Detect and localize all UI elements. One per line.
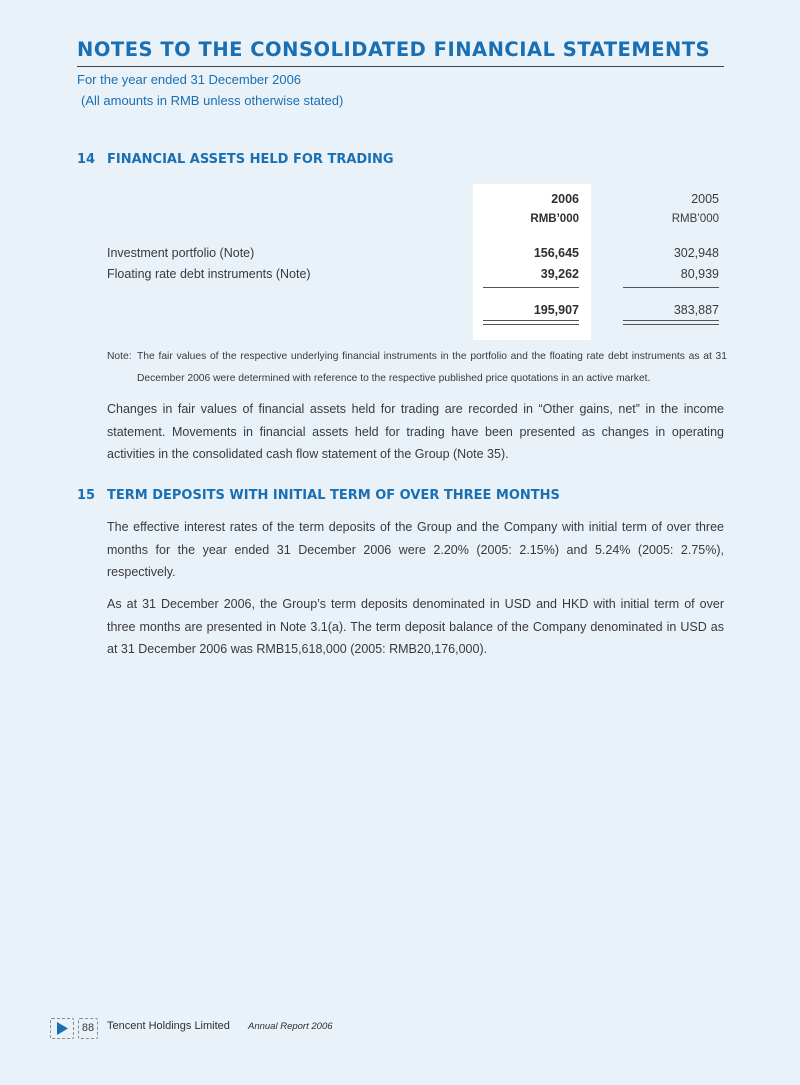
table-footnote [107,346,727,390]
note-text: The fair values of the respective underlying financial instruments in the portfolio and the floating rate debt instruments as at 31 December 2006 were determined with reference to the respective published price quotations in an active market. [137,351,727,384]
table-row-2005-value: 302,948 [673,246,719,260]
footer-company-name: Tencent Holdings Limited [107,1020,230,1032]
col-2005-year-header: 2005 [691,192,719,206]
table-row-2006-value: 156,645 [533,246,579,260]
section-14-heading [77,152,394,167]
section-14-paragraph: Changes in fair values of financial assets held for trading are recorded in “Other gains, net” in the income statement. Movements in financial assets held for trading have been presented as changes in operating activities in the consolidated cash flow statement of the Group (Note 35). [107,402,724,461]
currency-subtitle: (All amounts in RMB unless otherwise stated) [81,93,344,108]
section-14-title: FINANCIAL ASSETS HELD FOR TRADING [107,152,394,167]
table-row-2005-value: 80,939 [680,267,719,281]
footer-report-name: Annual Report 2006 [248,1021,333,1032]
table-row-label: Investment portfolio (Note) [107,246,255,260]
section-15-heading [77,488,560,503]
table-row-label: Floating rate debt instruments (Note) [107,267,311,281]
header-divider [77,66,724,67]
section-15-paragraph-2: As at 31 December 2006, the Group’s term deposits denominated in USD and HKD with initial term of over three months are presented in Note 3.1(a). The term deposit balance of the Company denominated in USD as at 31 December 2006 was RMB15,618,000 (2005: RMB20,176,000). [107,597,724,656]
section-14-number: 14 [77,152,96,167]
total-double-rule-2006 [483,320,579,325]
page-number: 88 [78,1018,98,1039]
subtotal-rule-2005 [623,287,719,288]
col-2005-unit-header: RMB’000 [671,213,719,225]
play-triangle-icon [50,1018,74,1039]
section-15-number: 15 [77,488,96,503]
total-double-rule-2005 [623,320,719,325]
section-15-title: TERM DEPOSITS WITH INITIAL TERM OF OVER THREE MONTHS [107,488,560,503]
col-2006-unit-header: RMB’000 [530,213,579,225]
page-title: NOTES TO THE CONSOLIDATED FINANCIAL STATEMENTS [77,38,711,61]
total-2006-value: 195,907 [533,303,579,317]
table-row-2006-value: 39,262 [540,267,579,281]
col-2006-year-header: 2006 [551,192,579,206]
period-subtitle: For the year ended 31 December 2006 [77,72,302,87]
section-15-paragraph-1: The effective interest rates of the term deposits of the Group and the Company with initial term of over three months for the year ended 31 December 2006 were 2.20% (2005: 2.15%) and 5.24% (2005: 2.75%), respectively. [107,520,724,579]
subtotal-rule-2006 [483,287,579,288]
total-2005-value: 383,887 [673,303,719,317]
note-label: Note: [107,351,132,362]
